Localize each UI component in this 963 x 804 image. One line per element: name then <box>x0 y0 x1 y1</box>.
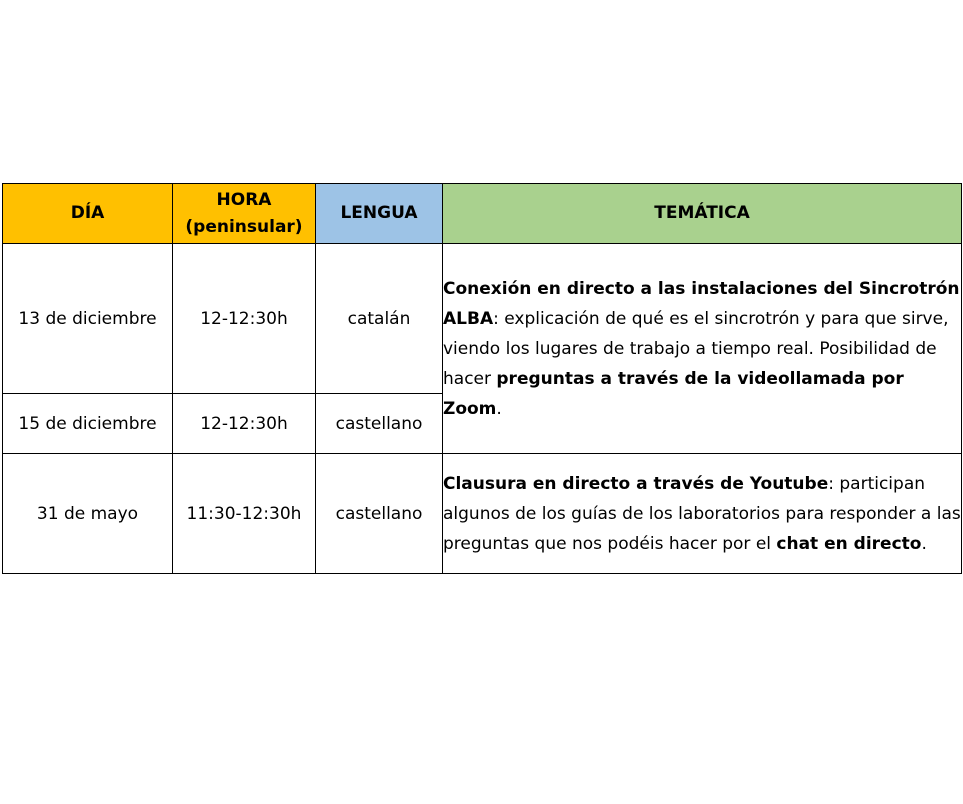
cell-hora: 12-12:30h <box>173 244 316 394</box>
tematica-bold: Conexión en directo a las instalaciones del Sincrotrón ALBA <box>443 278 960 329</box>
schedule-table <box>2 183 962 574</box>
table-row <box>3 244 962 394</box>
header-hora-sublabel: (peninsular) <box>185 216 303 237</box>
tematica-text: . <box>921 533 927 554</box>
header-hora <box>173 184 316 244</box>
cell-dia: 15 de diciembre <box>3 394 173 454</box>
cell-hora: 12-12:30h <box>173 394 316 454</box>
cell-lengua: castellano <box>316 454 443 574</box>
table-row <box>3 454 962 574</box>
cell-hora: 11:30-12:30h <box>173 454 316 574</box>
cell-dia: 13 de diciembre <box>3 244 173 394</box>
cell-tematica <box>443 244 962 454</box>
header-hora-label: HORA <box>216 189 272 210</box>
header-row <box>3 184 962 244</box>
tematica-bold: Clausura en directo a través de Youtube <box>443 473 829 494</box>
header-tematica: TEMÁTICA <box>443 184 962 244</box>
tematica-text: : participan algunos de los guías de los laboratorios para responder a las preguntas que nos podéis hacer por el <box>443 473 961 554</box>
tematica-text: : explicación de qué es el sincrotrón y para que sirve, viendo los lugares de trabajo a tiempo real. Posibilidad de hacer <box>443 308 949 389</box>
header-lengua: LENGUA <box>316 184 443 244</box>
cell-lengua: catalán <box>316 244 443 394</box>
cell-dia: 31 de mayo <box>3 454 173 574</box>
tematica-bold: preguntas a través de la videollamada por Zoom <box>443 368 904 419</box>
tematica-bold: chat en directo <box>776 533 922 554</box>
cell-tematica <box>443 454 962 574</box>
tematica-text: . <box>496 398 502 419</box>
header-dia: DÍA <box>3 184 173 244</box>
cell-lengua: castellano <box>316 394 443 454</box>
